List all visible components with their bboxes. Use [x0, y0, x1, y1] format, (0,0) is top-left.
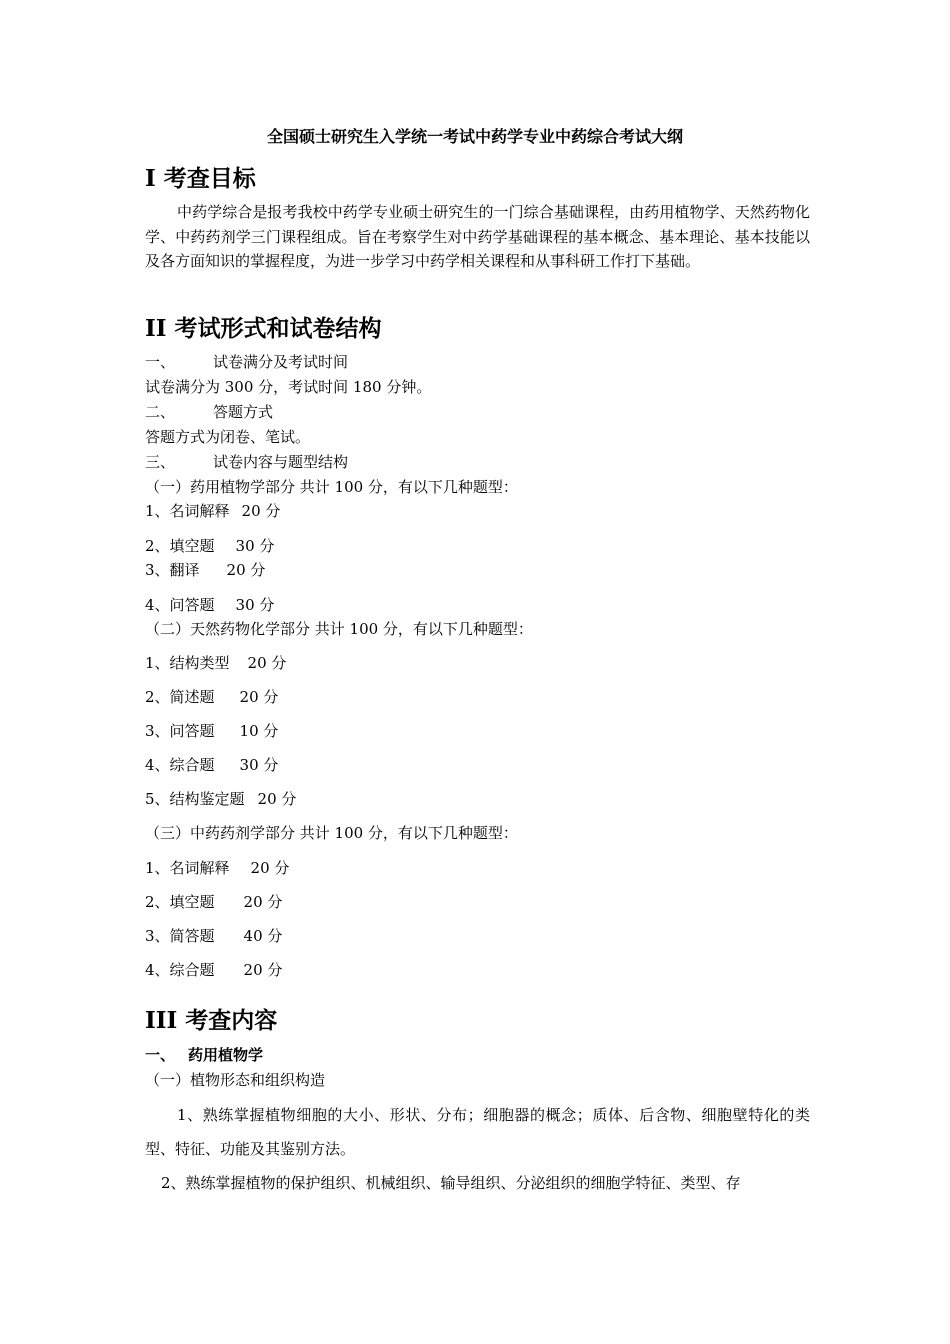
subsection-number: 一、	[145, 1046, 176, 1064]
question-type-row	[145, 925, 282, 946]
question-type-score: 30 分	[235, 537, 275, 555]
question-type-score: 30 分	[235, 596, 275, 614]
question-type-name: 1、名词解释	[145, 859, 230, 877]
question-type-score: 10 分	[239, 722, 279, 740]
question-type-score: 20 分	[239, 688, 279, 706]
question-type-score: 20 分	[243, 961, 283, 979]
subsection-label: 药用植物学	[188, 1046, 264, 1064]
question-type-score: 20 分	[226, 561, 266, 579]
document-title: 全国硕士研究生入学统一考试中药学专业中药综合考试大纲	[266, 127, 683, 146]
body-text: 试卷满分为 300 分，考试时间 180 分钟。	[145, 378, 432, 396]
question-type-name: 2、填空题	[145, 537, 215, 555]
question-type-name: 1、名词解释	[145, 502, 230, 520]
question-type-score: 20 分	[243, 893, 283, 911]
question-type-row	[145, 500, 280, 521]
question-type-name: 4、综合题	[145, 961, 215, 979]
question-type-row	[145, 891, 282, 912]
question-type-row	[145, 594, 274, 615]
question-type-score: 40 分	[243, 927, 283, 945]
list-item	[145, 401, 273, 422]
part-header: （一）植物形态和组织构造	[145, 1071, 326, 1089]
question-type-row	[145, 535, 274, 556]
section-heading-1: I 考查目标	[145, 165, 256, 192]
question-type-name: 4、综合题	[145, 756, 215, 774]
question-type-row	[145, 686, 278, 707]
question-type-name: 3、问答题	[145, 722, 215, 740]
question-type-name: 2、简述题	[145, 688, 215, 706]
question-type-row	[145, 652, 286, 673]
question-type-score: 20 分	[247, 654, 287, 672]
list-label: 试卷内容与题型结构	[213, 453, 349, 471]
question-type-name: 3、简答题	[145, 927, 215, 945]
question-type-row	[145, 720, 278, 741]
section-1-paragraph: 中药学综合是报考我校中药学专业硕士研究生的一门综合基础课程，由药用植物学、天然药物化学、中药药剂学三门课程组成。旨在考察学生对中药学基础课程的基本概念、基本理论、基本技能以及各方面知识的掌握程度，为进一步学习中药学相关课程和从事科研工作打下基础。	[145, 203, 810, 270]
question-type-row	[145, 559, 265, 580]
part-header: （一）药用植物学部分 共计 100 分，有以下几种题型：	[145, 478, 518, 496]
question-type-name: 4、问答题	[145, 596, 215, 614]
question-type-row	[145, 788, 296, 809]
question-type-row	[145, 754, 278, 775]
list-number: 三、	[145, 453, 176, 471]
question-type-row	[145, 857, 289, 878]
question-type-name: 3、翻译	[145, 561, 200, 579]
question-type-score: 30 分	[239, 756, 279, 774]
question-type-score: 20 分	[257, 790, 297, 808]
question-type-score: 20 分	[250, 859, 290, 877]
section-heading-2: II 考试形式和试卷结构	[145, 315, 382, 342]
body-text: 答题方式为闭卷、笔试。	[145, 428, 311, 446]
part-header: （二）天然药物化学部分 共计 100 分，有以下几种题型：	[145, 620, 533, 638]
question-type-name: 2、填空题	[145, 893, 215, 911]
list-label: 试卷满分及考试时间	[213, 353, 349, 371]
list-item	[145, 351, 348, 372]
list-number: 一、	[145, 353, 176, 371]
question-type-name: 5、结构鉴定题	[145, 790, 245, 808]
content-item-2: 2、熟练掌握植物的保护组织、机械组织、输导组织、分泌组织的细胞学特征、类型、存	[161, 1174, 741, 1192]
part-header: （三）中药药剂学部分 共计 100 分，有以下几种题型：	[145, 824, 518, 842]
question-type-name: 1、结构类型	[145, 654, 230, 672]
list-number: 二、	[145, 403, 176, 421]
list-label: 答题方式	[213, 403, 274, 421]
section-heading-3: III 考查内容	[145, 1007, 278, 1034]
list-item	[145, 451, 348, 472]
subsection-heading	[145, 1044, 263, 1065]
question-type-row	[145, 959, 282, 980]
question-type-score: 20 分	[241, 502, 281, 520]
content-item-1: 1、熟练掌握植物细胞的大小、形状、分布；细胞器的概念；质体、后含物、细胞壁特化的类型、特征、功能及其鉴别方法。	[145, 1106, 810, 1158]
